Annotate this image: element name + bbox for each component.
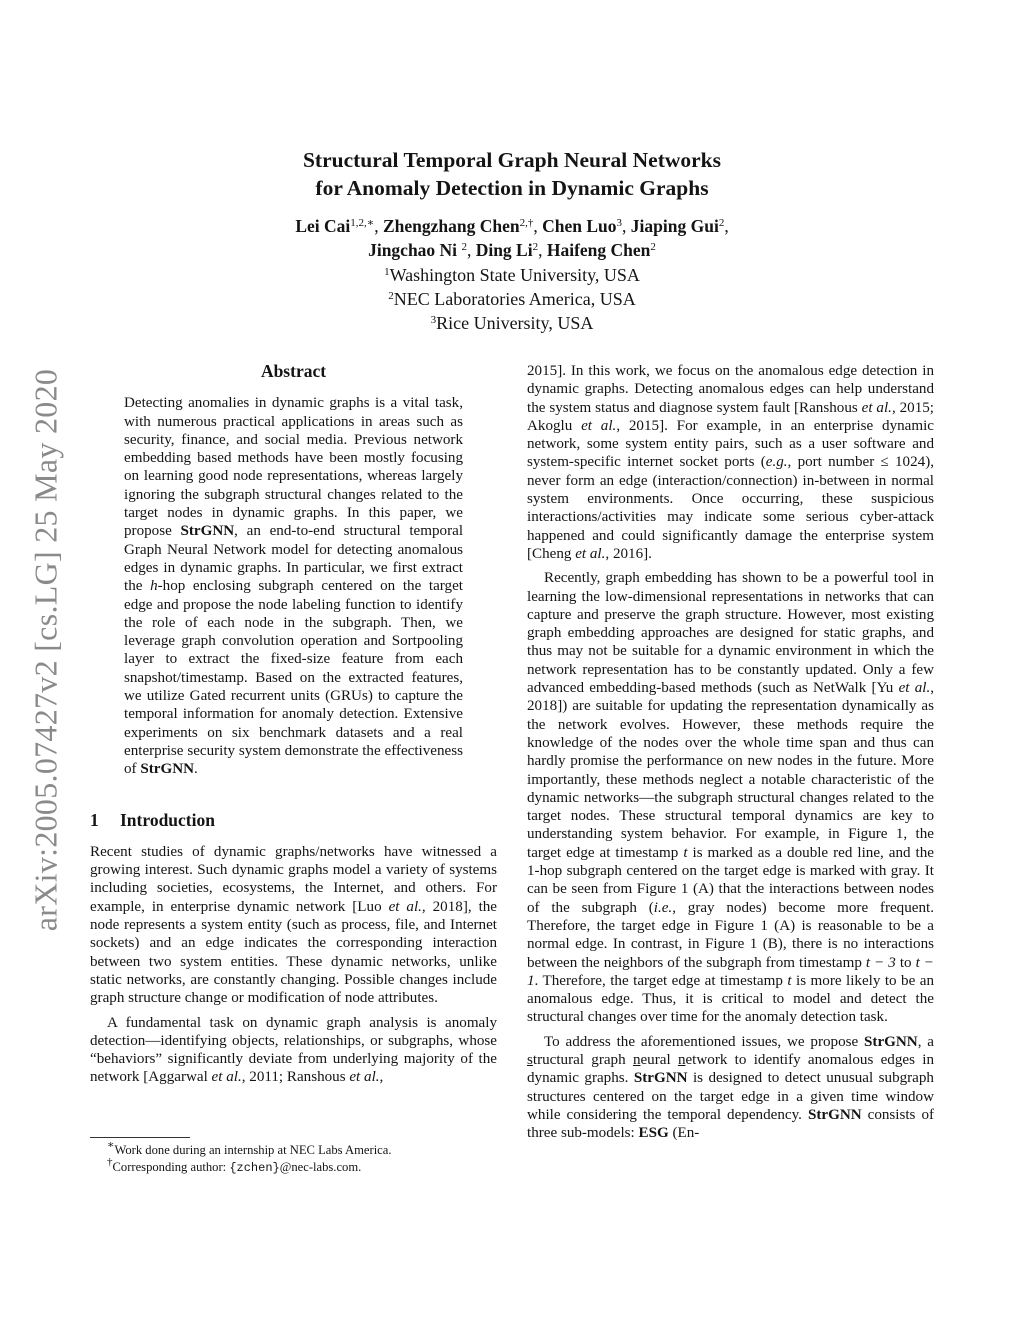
section-number: 1 <box>90 809 99 830</box>
footnote-corresponding-author: †Corresponding author: {zchen}@nec-labs.com. <box>107 1156 362 1175</box>
affiliation: $^2$NEC Laboratories America, USA <box>388 289 636 309</box>
method-name: StrGNN <box>180 523 235 540</box>
arxiv-identifier: arXiv:2005.07427v2 [cs.LG] 25 May 2020 <box>27 368 64 932</box>
author-name: Chen Luo <box>542 216 617 236</box>
author-line-2: Jingchao Ni $^2$, Ding Li$^2$, Haifeng Chen$^2$ <box>368 240 656 260</box>
affiliation: $^1$Washington State University, USA <box>384 265 640 285</box>
introduction-paragraph-2: A fundamental task on dynamic graph analysis is anomaly detection—identifying objects, relationships, or subgraphs, whose “behaviors” significantly deviate from underlying majority of the network [Aggarwal et al., 2011; Ranshous et al., <box>90 1014 497 1086</box>
section-heading-introduction <box>90 811 497 829</box>
author-name: Jiaping Gui <box>630 216 719 236</box>
author-name: Jingchao Ni <box>368 240 462 260</box>
introduction-paragraph-1: Recent studies of dynamic graphs/networks have witnessed a growing interest. Such dynamic graphs model a variety of systems including societies, ecosystems, the Internet, and others. For example, in enterprise dynamic network [Luo et al., 2018], the node represents a system entity (such as process, file, and Internet sockets) and an edge indicates the corresponding interaction between two system entities. These dynamic networks, unlike static networks, are constantly changing. Possible changes include graph structure change or modification of node attributes. <box>90 843 498 1007</box>
author-affiliation-mark: 1,2,∗ <box>350 217 375 229</box>
left-column <box>90 362 497 1087</box>
author-affiliation-mark: 2 <box>718 217 725 229</box>
footnote-internship: ∗Work done during an internship at NEC Labs America. <box>107 1139 392 1157</box>
author-line-1: Lei Cai$^{1,2,∗}$, Zhengzhang Chen$^{2,\dagger}$, Chen Luo$^3$, Jiaping Gui$^2$, <box>295 216 729 236</box>
footnote-rule <box>90 1137 190 1138</box>
method-name: StrGNN <box>864 1033 918 1050</box>
method-name: StrGNN <box>633 1070 688 1087</box>
author-name: Haifeng Chen <box>546 240 651 260</box>
author-name: Ding Li <box>475 240 533 260</box>
right-paragraph-3: To address the aforementioned issues, we propose StrGNN, a structural graph neural network to identify anomalous edges in dynamic graphs. StrGNN is designed to detect unusual subgraph structures centered on the target edge in a given time window while considering the temporal dependency. StrGNN consists of three sub-models: ESG (En- <box>527 1033 935 1142</box>
affiliation: $^3$Rice University, USA <box>430 313 594 333</box>
right-paragraph-1: 2015]. In this work, we focus on the anomalous edge detection in dynamic graphs. Detecting anomalous edges can help understand the system status and diagnose system fault [Ranshous et al., 2015; Akoglu et al., 2015]. For example, in an enterprise dynamic network, some system entity pairs, such as a user software and system-specific internet socket ports (e.g., port number ≤ 1024), never form an edge (interaction/connection) in-between in normal system environments. Once occurring, these suspicious interactions/activities may indicate some serious cyber-attack happened and could significantly damage the enterprise system [Cheng et al., 2016]. <box>527 363 935 562</box>
abstract-heading: Abstract <box>260 361 327 381</box>
abstract-text: Detecting anomalies in dynamic graphs is a vital task, with numerous practical applications in areas such as security, finance, and social media. Previous network embedding based methods have been mostly focusing on learning good node representations, whereas largely ignoring the subgraph structural changes related to the target nodes in dynamic graphs. In this paper, we propose StrGNN, an end-to-end structural temporal Graph Neural Network model for detecting anomalous edges in dynamic graphs. In particular, we first extract the h-hop enclosing subgraph centered on the target edge and propose the node labeling function to identify the role of each node in the subgraph. Then, we leverage graph convolution operation and Sortpooling layer to extract the fixed-size feature from each snapshot/timestamp. Based on the extracted features, we utilize Gated recurrent units (GRUs) to capture the temporal information for anomaly detection. Extensive experiments on six benchmark datasets and a real enterprise security system demonstrate the effectiveness of StrGNN. <box>124 395 464 778</box>
paper-title <box>0 146 1024 202</box>
method-name: StrGNN <box>140 761 195 778</box>
author-affiliation-mark: 2,† <box>519 217 534 229</box>
author-affiliation-mark: 2 <box>461 241 467 253</box>
right-column <box>527 362 934 1142</box>
author-name: Lei Cai <box>295 216 351 236</box>
author-name: Zhengzhang Chen <box>382 216 520 236</box>
author-affiliation-mark: 2 <box>650 241 656 253</box>
footnotes <box>90 1137 497 1177</box>
affiliation-list <box>0 263 1024 335</box>
method-name: StrGNN <box>807 1106 862 1123</box>
title-line-2: for Anomaly Detection in Dynamic Graphs <box>315 176 709 200</box>
author-affiliation-mark: 2 <box>532 241 539 253</box>
author-affiliation-mark: 3 <box>616 217 623 229</box>
right-paragraph-2: Recently, graph embedding has shown to be a powerful tool in learning the low-dimensional representations in networks that can capture and preserve the graph structure. However, most existing graph embedding approaches are designed for static graphs, and thus may not be suitable for a dynamic environment in which the network representation has to be constantly updated. Only a few advanced embedding-based methods (such as NetWalk [Yu et al., 2018]) are suitable for updating the representation dynamically as the network evolves. However, these methods require the knowledge of the nodes over the whole time span and thus can hardly promise the performance on new nodes in the future. More importantly, these methods neglect a notable characteristic of the dynamic networks—the subgraph structural changes related to the target nodes. These structural temporal dynamics are key to understanding system behavior. For example, in Figure 1, the target edge at timestamp t is marked as a double red line, and the 1-hop subgraph centered on the target edge is marked with gray. It can be seen from Figure 1 (A) that the interactions between nodes of the subgraph (i.e., gray nodes) become more frequent. Therefore, the target edge in Figure 1 (A) is reasonable to be a normal edge. In contrast, in Figure 1 (B), there is no interactions between the neighbors of the subgraph from timestamp t − 3 to t − 1. Therefore, the target edge at timestamp t is more likely to be an anomalous edge. Thus, it is critical to model and detect the structural changes over time for the anomaly detection task. <box>527 570 935 1026</box>
title-line-1: Structural Temporal Graph Neural Networks <box>302 148 722 172</box>
section-title: Introduction <box>120 809 215 830</box>
submodel-name: ESG <box>638 1125 669 1142</box>
author-list <box>0 214 1024 262</box>
